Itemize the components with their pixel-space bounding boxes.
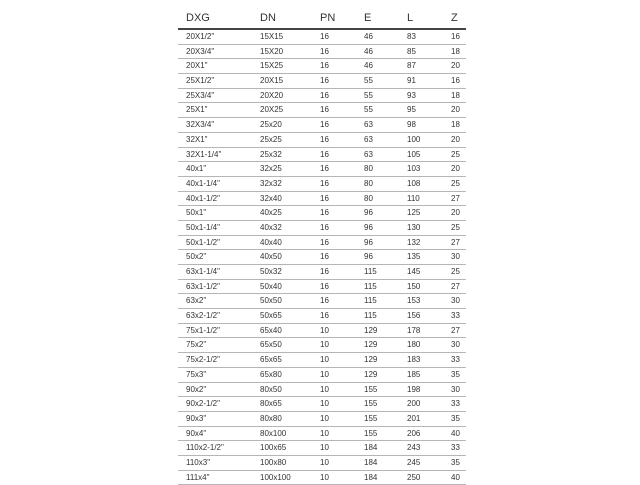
cell-pn: 10 xyxy=(320,399,329,409)
table-row xyxy=(178,280,466,295)
cell-e: 63 xyxy=(364,134,373,144)
cell-l: 150 xyxy=(407,281,421,291)
table-row xyxy=(178,221,466,236)
cell-dn: 40x50 xyxy=(260,252,282,262)
cell-l: 183 xyxy=(407,355,421,365)
table-row xyxy=(178,236,466,251)
cell-l: 93 xyxy=(407,90,416,100)
cell-l: 153 xyxy=(407,296,421,306)
cell-dxg: 75x2-1/2" xyxy=(186,355,220,365)
cell-dxg: 25X1" xyxy=(186,105,208,115)
cell-dn: 100x65 xyxy=(260,443,287,453)
cell-e: 80 xyxy=(364,178,373,188)
cell-z: 40 xyxy=(451,428,460,438)
cell-dxg: 50x2" xyxy=(186,252,207,262)
table-row xyxy=(178,206,466,221)
cell-dn: 65x80 xyxy=(260,369,282,379)
cell-pn: 10 xyxy=(320,355,329,365)
cell-l: 95 xyxy=(407,105,416,115)
cell-z: 25 xyxy=(451,222,460,232)
cell-z: 30 xyxy=(451,384,460,394)
cell-z: 18 xyxy=(451,90,460,100)
cell-dn: 25x25 xyxy=(260,134,282,144)
cell-z: 27 xyxy=(451,281,460,291)
cell-l: 180 xyxy=(407,340,421,350)
cell-e: 46 xyxy=(364,32,373,41)
cell-pn: 16 xyxy=(320,164,329,174)
cell-e: 55 xyxy=(364,76,373,86)
cell-l: 250 xyxy=(407,472,421,482)
cell-e: 129 xyxy=(364,369,378,379)
cell-e: 80 xyxy=(364,164,373,174)
cell-l: 156 xyxy=(407,311,421,321)
cell-dn: 15X15 xyxy=(260,32,284,41)
cell-e: 129 xyxy=(364,355,378,365)
cell-l: 201 xyxy=(407,413,421,423)
cell-pn: 16 xyxy=(320,76,329,86)
cell-dn: 80x80 xyxy=(260,413,282,423)
cell-e: 96 xyxy=(364,237,373,247)
cell-dn: 32x32 xyxy=(260,178,282,188)
cell-dxg: 32X1-1/4" xyxy=(186,149,222,159)
cell-pn: 16 xyxy=(320,267,329,276)
table-body xyxy=(178,30,466,485)
cell-z: 40 xyxy=(451,472,460,482)
cell-dxg: 40x1-1/4" xyxy=(186,178,220,188)
cell-dxg: 20X1" xyxy=(186,61,208,71)
table-row xyxy=(178,133,466,148)
cell-z: 30 xyxy=(451,296,460,306)
cell-dn: 80x65 xyxy=(260,399,282,409)
cell-e: 129 xyxy=(364,340,378,350)
cell-dxg: 40x1-1/2" xyxy=(186,193,220,203)
cell-z: 33 xyxy=(451,399,460,409)
cell-pn: 16 xyxy=(320,90,329,100)
cell-l: 145 xyxy=(407,267,421,276)
cell-pn: 16 xyxy=(320,32,329,41)
cell-e: 155 xyxy=(364,399,378,409)
cell-dn: 65x65 xyxy=(260,355,282,365)
cell-pn: 16 xyxy=(320,252,329,262)
cell-pn: 16 xyxy=(320,149,329,159)
cell-pn: 16 xyxy=(320,193,329,203)
table-row xyxy=(178,148,466,163)
cell-l: 125 xyxy=(407,208,421,218)
cell-e: 115 xyxy=(364,296,377,306)
cell-l: 98 xyxy=(407,120,416,130)
cell-z: 35 xyxy=(451,369,460,379)
cell-dn: 50x40 xyxy=(260,281,282,291)
table-row xyxy=(178,294,466,309)
cell-dn: 40x32 xyxy=(260,222,282,232)
cell-dn: 80x100 xyxy=(260,428,287,438)
cell-dxg: 32X3/4" xyxy=(186,120,215,130)
cell-pn: 10 xyxy=(320,457,329,467)
cell-l: 100 xyxy=(407,134,421,144)
cell-dn: 15X20 xyxy=(260,46,284,56)
table-row xyxy=(178,59,466,74)
cell-dxg: 90x2-1/2" xyxy=(186,399,220,409)
cell-dxg: 110x3" xyxy=(186,457,211,467)
cell-l: 185 xyxy=(407,369,421,379)
cell-l: 132 xyxy=(407,237,421,247)
table-row xyxy=(178,338,466,353)
cell-dxg: 63x1-1/4" xyxy=(186,267,220,276)
cell-e: 129 xyxy=(364,325,378,335)
cell-pn: 16 xyxy=(320,120,329,130)
cell-dxg: 25X3/4" xyxy=(186,90,215,100)
cell-e: 184 xyxy=(364,472,378,482)
cell-dxg: 50x1-1/2" xyxy=(186,237,220,247)
cell-e: 96 xyxy=(364,208,373,218)
cell-dxg: 90x2" xyxy=(186,384,207,394)
cell-dxg: 63x2-1/2" xyxy=(186,311,220,321)
cell-pn: 16 xyxy=(320,208,329,218)
cell-dn: 25x32 xyxy=(260,149,282,159)
table-row xyxy=(178,30,466,45)
cell-l: 87 xyxy=(407,61,416,71)
cell-e: 184 xyxy=(364,457,378,467)
cell-dn: 32x25 xyxy=(260,164,282,174)
cell-l: 198 xyxy=(407,384,421,394)
cell-dxg: 40x1" xyxy=(186,164,207,174)
table-row xyxy=(178,192,466,207)
cell-dxg: 20X1/2" xyxy=(186,32,215,41)
cell-e: 80 xyxy=(364,193,373,203)
cell-l: 91 xyxy=(407,76,416,86)
cell-pn: 16 xyxy=(320,61,329,71)
cell-dxg: 90x3" xyxy=(186,413,207,423)
cell-z: 25 xyxy=(451,178,460,188)
cell-pn: 10 xyxy=(320,369,329,379)
cell-l: 130 xyxy=(407,222,421,232)
cell-l: 206 xyxy=(407,428,421,438)
table-row xyxy=(178,397,466,412)
cell-dxg: 111x4" xyxy=(186,472,210,482)
cell-e: 115 xyxy=(364,311,377,321)
cell-pn: 16 xyxy=(320,46,329,56)
table-row xyxy=(178,456,466,471)
cell-dn: 50x65 xyxy=(260,311,282,321)
cell-e: 155 xyxy=(364,413,378,423)
cell-z: 20 xyxy=(451,61,460,71)
cell-pn: 16 xyxy=(320,311,329,321)
cell-dn: 50x32 xyxy=(260,267,282,276)
cell-dn: 20X25 xyxy=(260,105,284,115)
table-row xyxy=(178,471,466,485)
cell-dxg: 90x4" xyxy=(186,428,207,438)
cell-pn: 16 xyxy=(320,178,329,188)
cell-z: 33 xyxy=(451,355,460,365)
cell-pn: 16 xyxy=(320,237,329,247)
cell-z: 16 xyxy=(451,32,460,41)
cell-pn: 10 xyxy=(320,413,329,423)
table-row xyxy=(178,74,466,89)
cell-e: 155 xyxy=(364,428,378,438)
cell-z: 33 xyxy=(451,311,460,321)
cell-dn: 100x80 xyxy=(260,457,287,467)
table-row xyxy=(178,89,466,104)
cell-z: 30 xyxy=(451,252,460,262)
cell-z: 18 xyxy=(451,120,460,130)
cell-dn: 20X20 xyxy=(260,90,284,100)
cell-e: 96 xyxy=(364,252,373,262)
cell-e: 115 xyxy=(364,281,377,291)
cell-z: 25 xyxy=(451,267,460,276)
header-pn: PN xyxy=(320,12,336,24)
cell-z: 30 xyxy=(451,340,460,350)
cell-z: 35 xyxy=(451,457,460,467)
header-e: E xyxy=(364,12,372,24)
cell-z: 27 xyxy=(451,325,460,335)
cell-dxg: 75x1-1/2" xyxy=(186,325,220,335)
cell-pn: 16 xyxy=(320,281,329,291)
cell-e: 115 xyxy=(364,267,377,276)
cell-z: 18 xyxy=(451,46,460,56)
table-row xyxy=(178,441,466,456)
cell-dn: 40x25 xyxy=(260,208,282,218)
header-l: L xyxy=(407,12,414,24)
cell-e: 155 xyxy=(364,384,378,394)
table-row xyxy=(178,162,466,177)
cell-e: 63 xyxy=(364,120,373,130)
cell-z: 20 xyxy=(451,134,460,144)
cell-dn: 100x100 xyxy=(260,472,291,482)
cell-dn: 20X15 xyxy=(260,76,284,86)
cell-pn: 16 xyxy=(320,105,329,115)
cell-e: 55 xyxy=(364,90,373,100)
cell-l: 135 xyxy=(407,252,421,262)
cell-dn: 80x50 xyxy=(260,384,282,394)
table-row xyxy=(178,45,466,60)
table-row xyxy=(178,353,466,368)
cell-l: 83 xyxy=(407,32,416,41)
cell-pn: 10 xyxy=(320,428,329,438)
dimension-table xyxy=(178,8,466,485)
cell-pn: 16 xyxy=(320,222,329,232)
cell-z: 25 xyxy=(451,149,460,159)
cell-z: 33 xyxy=(451,443,460,453)
table-row xyxy=(178,427,466,442)
header-dxg: DXG xyxy=(186,12,210,24)
table-row xyxy=(178,103,466,118)
cell-z: 20 xyxy=(451,105,460,115)
table-header xyxy=(178,8,466,30)
table-row xyxy=(178,383,466,398)
cell-dxg: 50x1-1/4" xyxy=(186,222,220,232)
table-row xyxy=(178,412,466,427)
cell-z: 16 xyxy=(451,76,460,86)
cell-pn: 10 xyxy=(320,472,329,482)
cell-dxg: 75x2" xyxy=(186,340,207,350)
cell-dxg: 110x2-1/2" xyxy=(186,443,224,453)
header-dn: DN xyxy=(260,12,276,24)
cell-z: 35 xyxy=(451,413,460,423)
table-row xyxy=(178,118,466,133)
table-row xyxy=(178,368,466,383)
cell-dxg: 25X1/2" xyxy=(186,76,215,86)
cell-dn: 40x40 xyxy=(260,237,282,247)
cell-pn: 10 xyxy=(320,340,329,350)
cell-dn: 65x50 xyxy=(260,340,282,350)
cell-dxg: 32X1" xyxy=(186,134,208,144)
cell-z: 20 xyxy=(451,208,460,218)
cell-z: 20 xyxy=(451,164,460,174)
cell-l: 108 xyxy=(407,178,421,188)
cell-dn: 15X25 xyxy=(260,61,284,71)
table-row xyxy=(178,324,466,339)
cell-e: 55 xyxy=(364,105,373,115)
cell-dn: 50x50 xyxy=(260,296,282,306)
cell-l: 245 xyxy=(407,457,421,467)
cell-pn: 10 xyxy=(320,443,329,453)
cell-dxg: 75x3" xyxy=(186,369,207,379)
cell-l: 103 xyxy=(407,164,421,174)
cell-e: 184 xyxy=(364,443,378,453)
cell-e: 46 xyxy=(364,61,373,71)
cell-pn: 16 xyxy=(320,134,329,144)
cell-z: 27 xyxy=(451,193,460,203)
cell-dn: 32x40 xyxy=(260,193,282,203)
cell-dxg: 20X3/4" xyxy=(186,46,215,56)
cell-l: 85 xyxy=(407,46,416,56)
cell-z: 27 xyxy=(451,237,460,247)
cell-pn: 10 xyxy=(320,384,329,394)
cell-dxg: 63x2" xyxy=(186,296,207,306)
cell-l: 243 xyxy=(407,443,421,453)
cell-l: 178 xyxy=(407,325,421,335)
cell-e: 63 xyxy=(364,149,373,159)
table-row xyxy=(178,265,466,280)
cell-e: 96 xyxy=(364,222,373,232)
cell-l: 200 xyxy=(407,399,421,409)
table-row xyxy=(178,309,466,324)
cell-dn: 25x20 xyxy=(260,120,282,130)
cell-dxg: 63x1-1/2" xyxy=(186,281,220,291)
cell-l: 105 xyxy=(407,149,421,159)
cell-dn: 65x40 xyxy=(260,325,282,335)
cell-e: 46 xyxy=(364,46,373,56)
table-row xyxy=(178,250,466,265)
cell-pn: 10 xyxy=(320,325,329,335)
cell-l: 110 xyxy=(407,193,420,203)
cell-dxg: 50x1" xyxy=(186,208,207,218)
table-row xyxy=(178,177,466,192)
header-z: Z xyxy=(451,12,458,24)
cell-pn: 16 xyxy=(320,296,329,306)
